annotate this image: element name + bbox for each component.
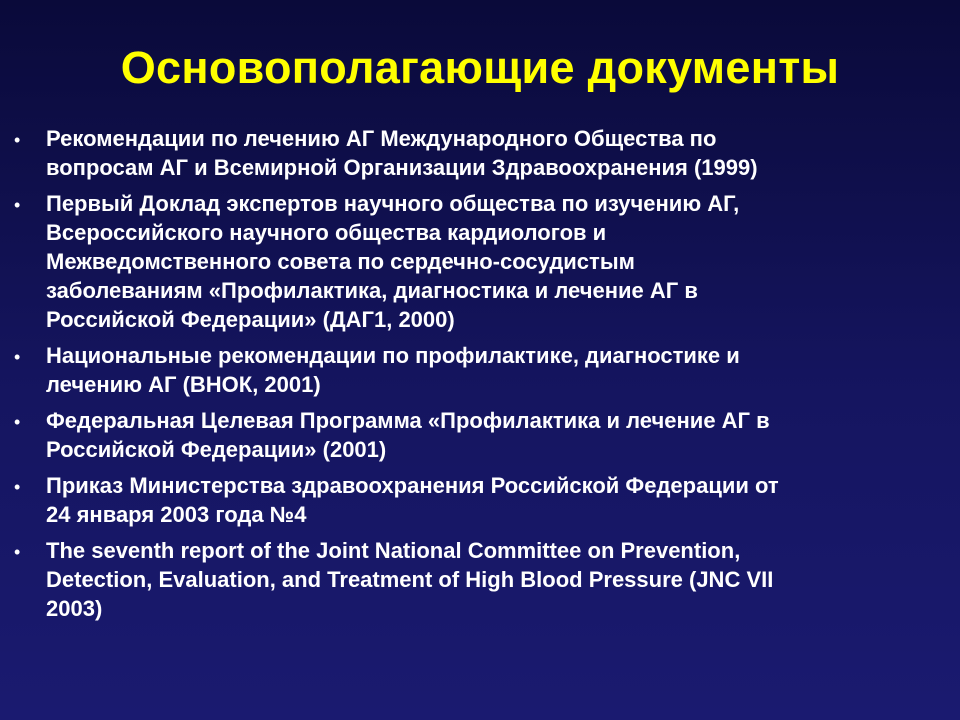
bullet-line: Российской Федерации» (2001)	[46, 437, 387, 462]
slide-title: Основополагающие документы	[120, 42, 840, 93]
bullet-item	[14, 124, 934, 182]
bullet-line: The seventh report of the Joint National Committee on Prevention,	[46, 538, 741, 563]
bullet-item	[14, 471, 934, 529]
bullet-line: 24 января 2003 года №4	[46, 502, 307, 527]
bullet-list	[14, 124, 934, 630]
bullet-item	[14, 536, 934, 623]
bullet-text	[46, 471, 779, 529]
bullet-line: Межведомственного совета по сердечно-сосудистым	[46, 249, 635, 274]
bullet-line: 2003)	[46, 596, 103, 621]
bullet-line: лечению АГ (ВНОК, 2001)	[46, 372, 321, 397]
bullet-icon: •	[14, 347, 21, 367]
bullet-line: Федеральная Целевая Программа «Профилактика и лечение АГ в	[46, 408, 770, 433]
bullet-text	[46, 341, 740, 399]
bullet-item	[14, 341, 934, 399]
bullet-icon: •	[14, 477, 21, 497]
bullet-text	[46, 536, 773, 623]
bullet-icon: •	[14, 130, 21, 150]
bullet-line: вопросам АГ и Всемирной Организации Здравоохранения (1999)	[46, 155, 758, 180]
bullet-text	[46, 189, 739, 334]
bullet-line: Российской Федерации» (ДАГ1, 2000)	[46, 307, 455, 332]
bullet-line: заболеваниям «Профилактика, диагностика и лечение АГ в	[46, 278, 698, 303]
bullet-line: Национальные рекомендации по профилактике, диагностике и	[46, 343, 740, 368]
bullet-item	[14, 189, 934, 334]
bullet-line: Первый Доклад экспертов научного общества по изучению АГ,	[46, 191, 740, 216]
bullet-item	[14, 406, 934, 464]
bullet-text	[46, 406, 770, 464]
bullet-icon: •	[14, 195, 21, 215]
bullet-line: Detection, Evaluation, and Treatment of High Blood Pressure (JNC VII	[46, 567, 774, 592]
bullet-line: Приказ Министерства здравоохранения Российской Федерации от	[46, 473, 779, 498]
bullet-line: Всероссийского научного общества кардиологов и	[46, 220, 607, 245]
bullet-text	[46, 124, 758, 182]
bullet-line: Рекомендации по лечению АГ Международного Общества по	[46, 126, 717, 151]
bullet-icon: •	[14, 542, 21, 562]
bullet-icon: •	[14, 412, 21, 432]
